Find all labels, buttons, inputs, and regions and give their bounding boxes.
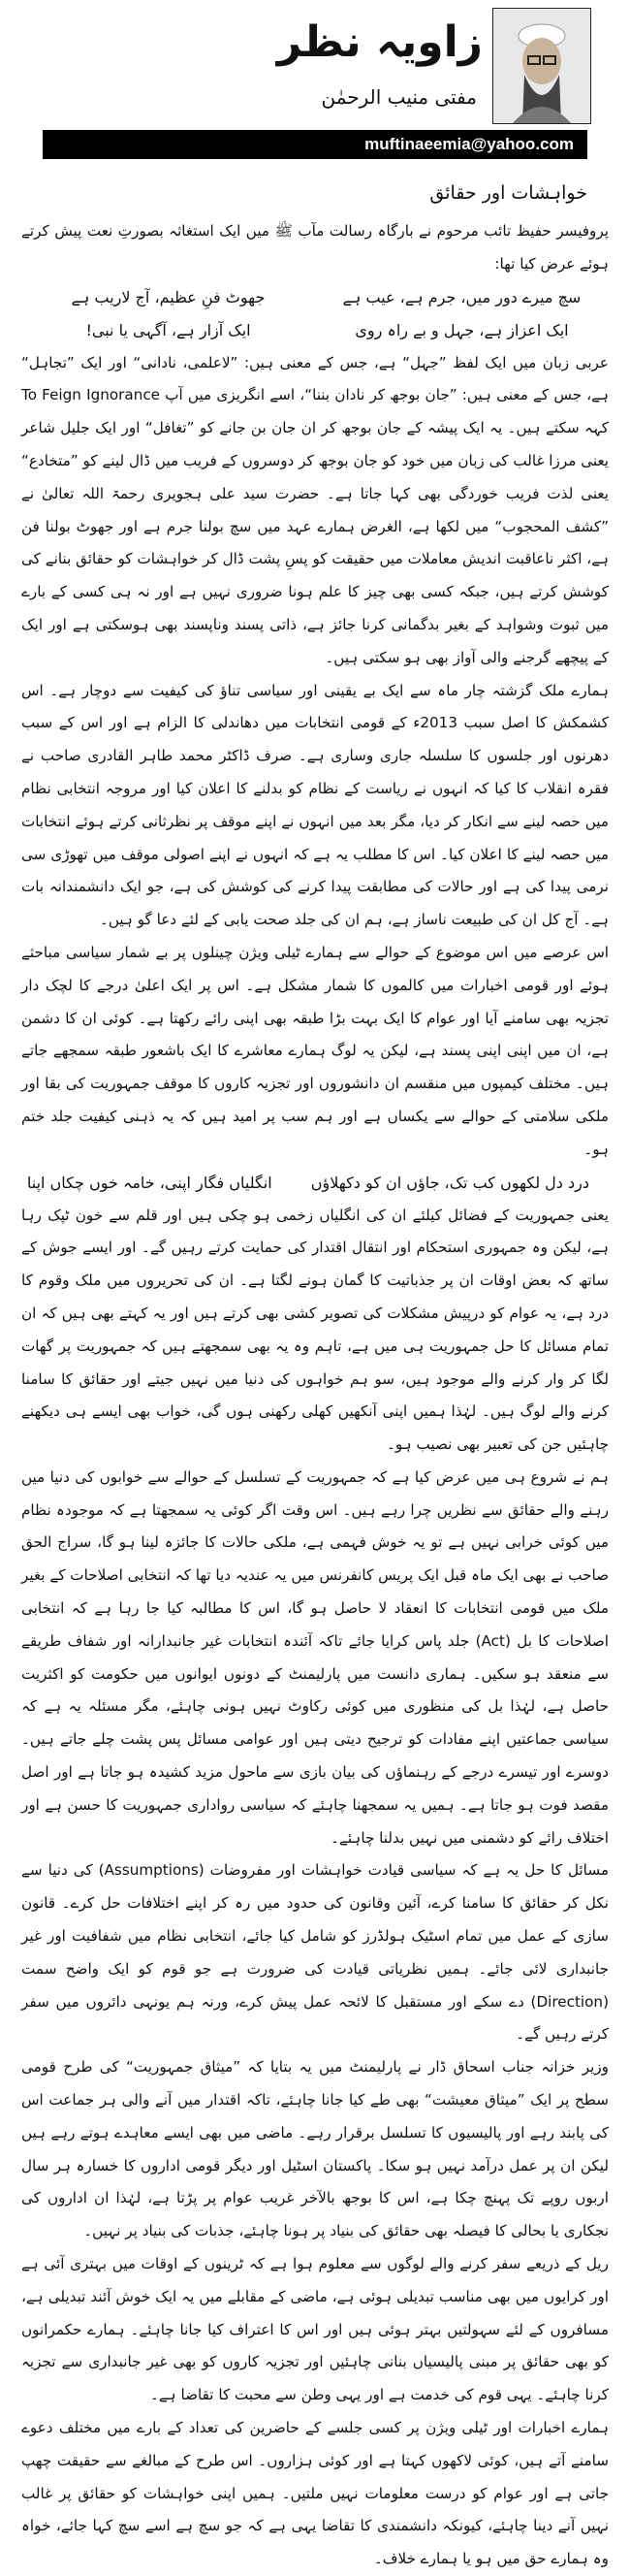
author-name: مفتی منیب الرحمٰن — [321, 85, 477, 109]
verse-line: درد دل لکھوں کب تک، جاؤں ان کو دکھلاؤں — [310, 1173, 589, 1192]
intro-paragraph: پروفیسر حفیظ تائب مرحوم نے بارگاہ رسالت مآب ﷺ میں ایک استغاثہ بصورتِ نعت پیش کرتے ہوئے عرض کیا تھا: — [21, 222, 609, 273]
article-headline: خواہشات اور حقائق — [429, 182, 587, 204]
verse-line: جھوٹ فنِ عظیم، آج لاریب ہے — [71, 287, 266, 306]
masthead — [21, 0, 609, 215]
verse-block-2 — [21, 1167, 609, 1200]
author-portrait — [492, 8, 591, 124]
email-bar — [43, 130, 587, 159]
verse-line: ایک اعزاز ہے، جہل و بے راہ روی — [355, 320, 569, 339]
author-email[interactable]: muftinaeemia@yahoo.com — [364, 135, 574, 153]
author-photo-icon — [493, 9, 590, 123]
body-paragraph: ریل کے ذریعے سفر کرنے والے لوگوں سے معلوم ہوا ہے کہ ٹرینوں کے اوقات میں بہتری آئی ہے اور کرایوں میں بھی مناسب تبدیلی ہوئی ہے، ماضی کے مقابلے میں یہ ایک خوش آئند تبدیلی ہے، مسافروں کے لئے سہولتیں بہتر ہوئی ہیں اور اس کا اعتراف کیا جانا چاہئے۔ ہمارے حکمرانوں کو بھی حقائق پر مبنی پالیسیاں بنانی چاہئیں اور تجزیہ کاروں کو بھی غیر جانبداری سے تجزیہ کرنا چاہئے۔ یہی قوم کی خدمت ہے اور یہی وطن سے محبت کا تقاضا ہے۔ — [21, 2255, 609, 2404]
verse-line: انگلیاں فگار اپنی، خامہ خوں چکاں اپنا — [26, 1173, 272, 1192]
article-body — [21, 215, 609, 2576]
body-paragraph: ہمارے ملک گزشتہ چار ماہ سے ایک بے یقینی اور سیاسی تناؤ کی کیفیت سے دوچار ہے۔ اس کشمکش کا اصل سبب 2013ء کے قومی انتخابات میں دھاندلی کا الزام ہے اور اس کے سبب دھرنوں اور جلسوں کا سلسلہ جاری وساری ہے۔ صرف ڈاکٹر محمد طاہر القادری صاحب نے فقرہ انقلاب کا کیا کہ انہوں نے ریاست کے نظام کو بدلنے کا اعلان کیا اور مروجہ انتخابی نظام میں حصہ لینے سے انکار کر دیا، مگر بعد میں انہوں نے اپنے موقف پر نظرثانی کرتے ہوئے انتخابات میں حصہ لینے کا اعلان کیا۔ اس کا مطلب یہ ہے کہ انہوں نے اپنے اصولی موقف میں تھوڑی سی نرمی پیدا کی ہے اور حالات کی مطابقت پیدا کرنے کی کوشش کی ہے، جو ایک دانشمندانہ بات ہے۔ آج کل ان کی طبیعت ناساز ہے، ہم ان کی جلد صحت یابی کے لئے دعا گو ہیں۔ — [21, 681, 609, 929]
body-paragraph: عربی زبان میں ایک لفظ ”جہل“ ہے، جس کے معنی ہیں: ”لاعلمی، نادانی“ اور ایک ”تجاہل“ ہے، جس کے معنی ہیں: ”جان بوجھ کر نادان بننا“، اسے انگریزی میں آپ To Feign Ignorance کہہ سکتے ہیں۔ یہ ایک پیشہ کے جان بوجھ کر ان جان بن جانے کو ”تغافل“ اور ایک جلیل شاعر یعنی مرزا غالب کی زبان میں خود کو جان بوجھ کر دوسروں کے فریب میں ڈال لینے کو ”متخادع“ یعنی لذت فریب خوردگی بھی کہا جاتا ہے۔ حضرت سید علی ہجویری رحمۃ اللہ تعالیٰ نے ”کشف المحجوب“ میں لکھا ہے، الغرض ہمارے عہد میں سچ بولنا جرم ہے اور جھوٹ بولنا فن ہے، اکثر ناعاقبت اندیش معاملات میں حقیقت کو پسِ پشت ڈال کر خواہشات کو حقائق بنانے کی کوشش کرتے ہیں، جبکہ کسی بھی چیز کا علم ہونا ضروری نہیں ہے اور نہ ہی کسی کے بارے میں ثبوت وشواہد کے بغیر بدگمانی کرنا جائز ہے، ذاتی پسند وناپسند بھی ہوسکتی ہے اور ایک کے پیچھے گرجنے والی آواز بھی ہو سکتی ہیں۔ — [21, 353, 609, 666]
verse-block-1 — [21, 281, 609, 347]
body-paragraph: یعنی جمہوریت کے فضائل کیلئے ان کی انگلیاں زخمی ہو چکی ہیں اور قلم سے خون ٹپک رہا ہے، لیکن وہ جمہوری استحکام اور انتقال اقتدار کی حمایت کرتے رہیں گے۔ اور ایسے جوش کے ساتھ کہ بعض اوقات ان پر جذباتیت کا گمان ہونے لگتا ہے۔ ان کی تحریروں میں ملک وقوم کا درد ہے، یہ عوام کو درپیش مشکلات کی تصویر کشی بھی کرتے ہیں اور یہ کہتے بھی ہیں کہ ان تمام مسائل کا حل جمہوریت ہی میں ہے، تاہم وہ یہ بھی سمجھتے ہیں کہ جمہوریت پر گھات لگا کر وار کرنے والے موجود ہیں، سو ہم خواہوں کی دنیا میں نہیں جیتے اور حقائق کا سامنا کرنے والے لوگ ہیں۔ لہٰذا ہمیں اپنی آنکھیں کھلی رکھنی ہوں گی، خواب بھی ایسے ہی دیکھنے چاہئیں جن کی تعبیر بھی نصیب ہو۔ — [21, 1206, 609, 1454]
body-paragraph: ہم نے شروع ہی میں عرض کیا ہے کہ جمہوریت کے تسلسل کے حوالے سے خوابوں کی دنیا میں رہنے والے حقائق سے نظریں چرا رہے ہیں۔ اس وقت اگر کوئی یہ سمجھتا ہے کہ موجودہ نظام میں کوئی خرابی نہیں ہے تو یہ خوش فہمی ہے، ملکی حالات کا جائزہ لینا ہو گا، سراج الحق صاحب نے بھی ایک ماہ قبل ایک پریس کانفرنس میں یہ عندیہ دیا تھا کہ انتخابی اصلاحات کے بغیر ملک میں قومی انتخابات کا انعقاد لا حاصل ہو گا، اس کا مطالبہ کیا جا رہا ہے کہ انتخابی اصلاحات کا بل (Act) جلد پاس کرایا جائے تاکہ آئندہ انتخابات غیر جانبدارانہ اور شفاف طریقے سے منعقد ہو سکیں۔ ہماری دانست میں پارلیمنٹ کے دونوں ایوانوں میں حکومت کو اکثریت حاصل ہے، لہٰذا بل کی منظوری میں کوئی رکاوٹ نہیں ہونی چاہئے، مگر مسئلہ یہ ہے کہ سیاسی جماعتیں اپنے مفادات کو ترجیح دیتی ہیں اور عوامی مسائل پس پشت چلے جاتے ہیں۔ دوسرے اور تیسرے درجے کے رہنماؤں کی بیان بازی سے ماحول مزید کشیدہ ہو جاتا ہے اور اصل مقصد فوت ہو جاتا ہے۔ ہمیں یہ سمجھنا چاہئے کہ سیاسی رواداری جمہوریت کا حسن ہے اور اختلاف رائے کو دشمنی میں نہیں بدلنا چاہئے۔ — [21, 1467, 609, 1847]
body-paragraph: اس عرصے میں اس موضوع کے حوالے سے ہمارے ٹیلی ویژن چینلوں پر بے شمار سیاسی مباحثے ہوئے اور قومی اخبارات میں کالموں کا شمار مشکل ہے۔ اس پر ایک اعلیٰ درجے کا لچک دار تجزیہ بھی سامنے آیا اور عوام کا ایک بہت بڑا طبقہ بھی اپنی رائے رکھتا ہے۔ کوئی ان کا دشمن ہے، ان میں اپنی اپنی پسند ہے، لیکن یہ لوگ ہمارے معاشرے کا ایک باشعور طبقہ سمجھے جاتے ہیں۔ مختلف کیمپوں میں منقسم ان دانشوروں اور تجزیہ کاروں کا موقف جمہوریت کی بقا اور ملکی سلامتی کے حوالے سے یکساں ہے اور ہم سب پر امید ہیں کہ یہ ذہنی کیفیت جلد ختم ہو۔ — [21, 943, 609, 1158]
body-paragraph: وزیر خزانہ جناب اسحاق ڈار نے پارلیمنٹ میں یہ بتایا کہ ”میثاق جمہوریت“ کی طرح قومی سطح پر ایک ”میثاق معیشت“ بھی طے کیا جانا چاہئے، تاکہ اقتدار میں آنے والی ہر جماعت اس کی پابند رہے اور پالیسیوں کا تسلسل برقرار رہے۔ ماضی میں بھی ایسے معاہدے ہوتے رہے ہیں لیکن ان پر عمل درآمد نہیں ہو سکا۔ پاکستان اسٹیل اور دیگر قومی اداروں کا خسارہ ہر سال اربوں روپے تک پہنچ چکا ہے، اس کا بوجھ بالآخر غریب عوام پر پڑتا ہے، لہٰذا ان اداروں کی نجکاری یا بحالی کا فیصلہ بھی حقائق کی بنیاد پر ہونا چاہئے، جذبات کی بنیاد پر نہیں۔ — [21, 2058, 609, 2240]
column-title: زاویہ نظر — [276, 17, 483, 67]
verse-line: سچ میرے دور میں، جرم ہے، عیب ہے — [342, 287, 582, 306]
verse-line: ایک آزار ہے، آگہی یا نبی! — [85, 320, 251, 339]
body-paragraph: مسائل کا حل یہ ہے کہ سیاسی قیادت خواہشات اور مفروضات (Assumptions) کی دنیا سے نکل کر حقائق کا سامنا کرے، آئین وقانون کی حدود میں رہ کر اپنے اختلافات حل کرے۔ قانون سازی کے عمل میں تمام اسٹیک ہولڈرز کو شامل کیا جائے، انتخابی نظام میں شفافیت اور غیر جانبداری لائی جائے۔ ہمیں نظریاتی قیادت کی ضرورت ہے جو قوم کو ایک واضح سمت (Direction) دے سکے اور مستقبل کا لائحہ عمل پیش کرے، ورنہ ہم یونہی دائروں میں سفر کرتے رہیں گے۔ — [21, 1861, 609, 2044]
body-paragraph: ہمارے اخبارات اور ٹیلی ویژن پر کسی جلسے کے حاضرین کی تعداد کے بارے میں مختلف دعوے سامنے آتے ہیں، کوئی لاکھوں کہتا ہے اور کوئی ہزاروں۔ اس طرح کے مبالغے سے حقیقت چھپ جاتی ہے اور عوام کو درست معلومات نہیں ملتیں۔ ہمیں اپنی خواہشات کو حقائق پر غالب نہیں آنے دینا چاہئے، کیونکہ دانشمندی کا تقاضا یہی ہے کہ جو سچ ہے اسے سچ کہا جائے، خواہ وہ ہمارے حق میں ہو یا ہمارے خلاف۔ — [21, 2419, 609, 2568]
